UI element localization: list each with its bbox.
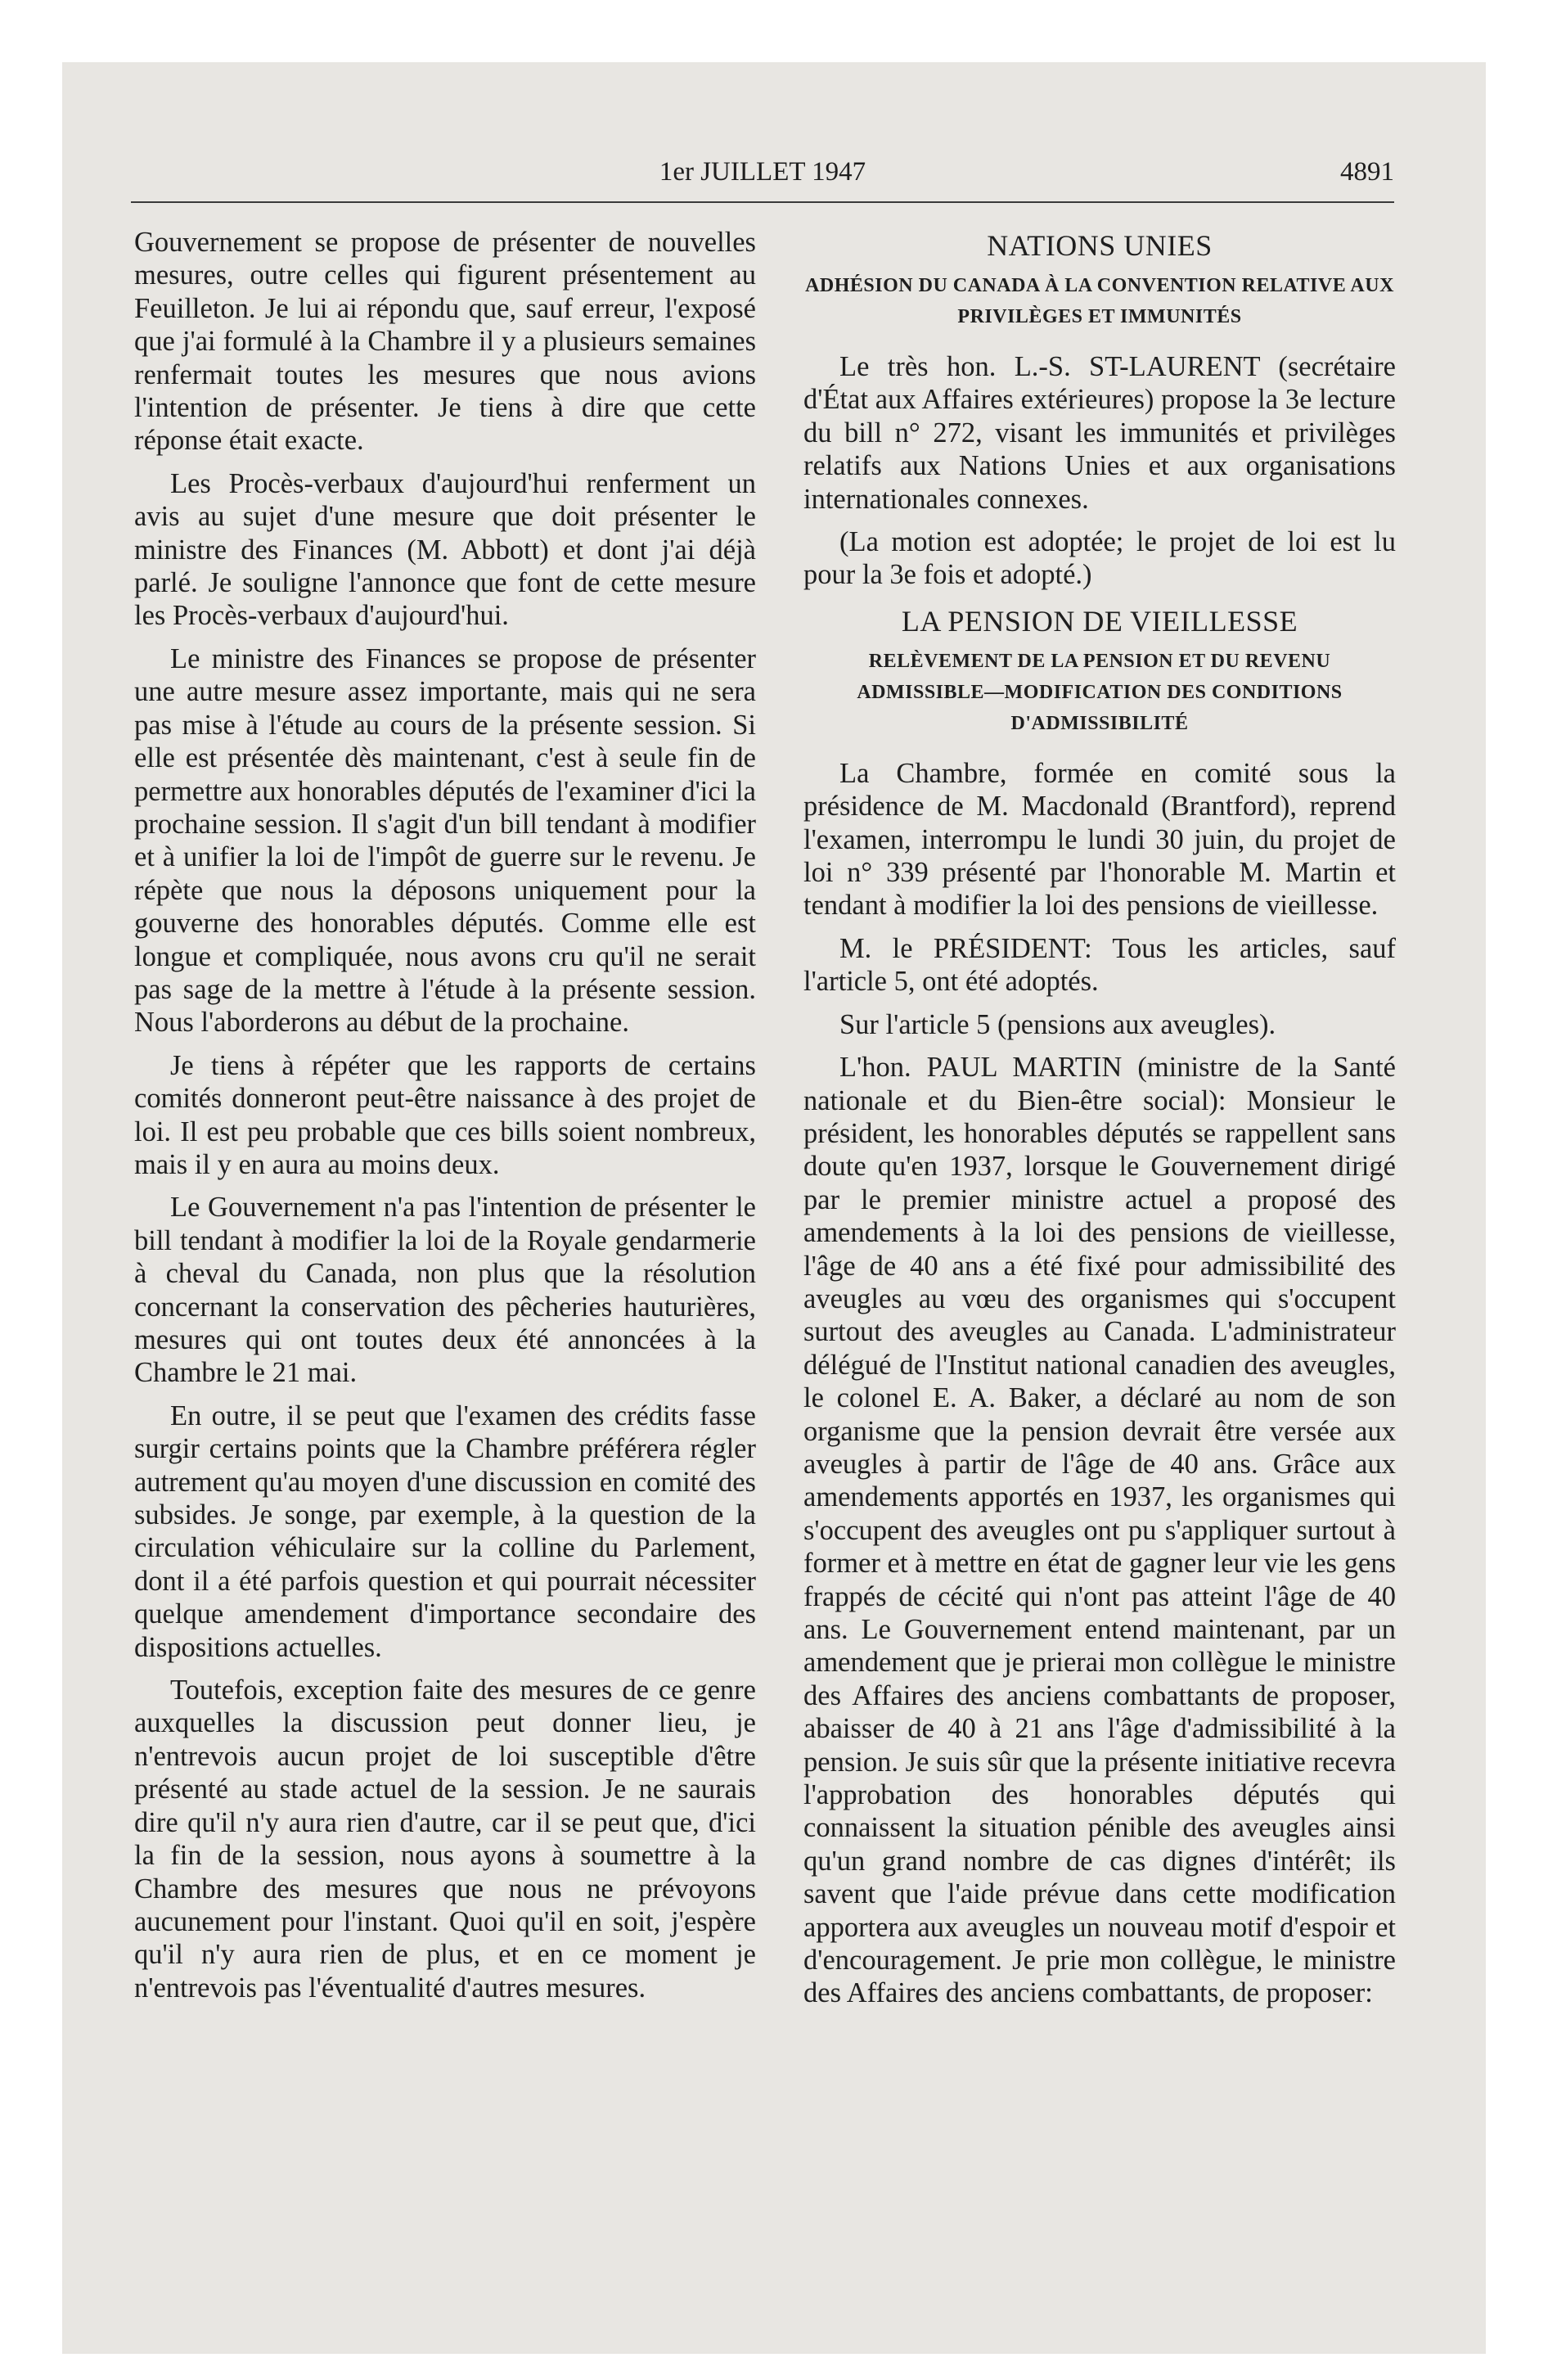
paragraph: Je tiens à répéter que les rapports de certains comités donneront peut-être naissance à des projet de loi. Il est peu probable que ces bills soient nombreux, mais il y en aura au moins deux. xyxy=(134,1049,756,1180)
section-title-pension: LA PENSION DE VIEILLESSE xyxy=(901,604,1298,638)
paragraph: En outre, il se peut que l'examen des crédits fasse surgir certains points que la Chambre préférera régler autrement qu'au moyen d'une discussion en comité des subsides. Je songe, par exemple, à la question de la circulation véhiculaire sur la colline du Parlement, dont il a été parfois question et qui pourrait nécessiter quelque amendement d'importance secondaire des dispositions actuelles. xyxy=(134,1400,756,1663)
paragraph: Toutefois, exception faite des mesures de ce genre auxquelles la discussion peut donner lieu, je n'entrevois aucun projet de loi susceptible d'être présenté au stade actuel de la session. Je ne saurais dire qu'il n'y aura rien d'autre, car il se peut que, d'ici la fin de la session, nous ayons à soumettre à la Chambre des mesures que nous ne prévoyons aucunement pour l'instant. Quoi qu'il en soit, j'espère qu'il n'y aura rien de plus, et en ce moment je n'entrevois pas l'éventualité d'autres mesures. xyxy=(134,1675,756,2004)
section-subtitle-relevement: RELÈVEMENT DE LA PENSION ET DU REVENU ADMISSIBLE—MODIFICATION DES CONDITIONS D'ADMISSIBILITÉ xyxy=(857,650,1343,734)
section-title-nations-unies: NATIONS UNIES xyxy=(987,229,1213,262)
paragraph: (La motion est adoptée; le projet de loi est lu pour la 3e fois et adopté.) xyxy=(803,526,1396,591)
paragraph: M. le PRÉSIDENT: Tous les articles, sauf l'article 5, ont été adoptés. xyxy=(803,932,1396,998)
paragraph: L'hon. PAUL MARTIN (ministre de la Santé nationale et du Bien-être social): Monsieur le président, les honorables députés se rappellent sans doute qu'en 1937, lorsque le Gouvernement dirigé par le premier ministre actuel a proposé des amendements à la loi des pensions de vieillesse, l'âge de 40 ans a été fixé pour admissibilité des aveugles au vœu des organismes qui s'occupent surtout des aveugles au Canada. L'administrateur délégué de l'Institut national canadien des aveugles, le colonel E. A. Baker, a déclaré au nom de son organisme que la pension devrait être versée aux aveugles à partir de l'âge de 40 ans. Grâce aux amendements apportés en 1937, les organismes qui s'occupent des aveugles ont pu s'appliquer surtout à former et à mettre en état de gagner leur vie les gens frappés de cécité qui n'ont pas atteint l'âge de 40 ans. Le Gouvernement entend maintenant, par un amendement que je prierai mon collègue le ministre des Affaires des anciens combattants de proposer, abaisser de 40 à 21 ans l'âge d'admissibilité à la pension. Je suis sûr que la présente initiative recevra l'approbation des honorables députés qui connaissent la situation pénible des aveugles ainsi qu'un grand nombre de cas dignes d'intérêt; ils savent que l'aide prévue dans cette modification apportera aux aveugles un nouveau motif d'espoir et d'encouragement. Je prie mon collègue, le ministre des Affaires des anciens combattants, de proposer: xyxy=(803,1052,1396,2009)
page-number: 4891 xyxy=(1340,157,1394,187)
left-column xyxy=(134,226,756,2014)
paragraph: Le très hon. L.-S. ST-LAURENT (secrétaire d'État aux Affaires extérieures) propose la 3e lecture du bill n° 272, visant les immunités et privilèges relatifs aux Nations Unies et aux organisations internationales connexes. xyxy=(803,351,1396,515)
paragraph: Le Gouvernement n'a pas l'intention de présenter le bill tendant à modifier la loi de la Royale gendarmerie à cheval du Canada, non plus que la résolution concernant la conservation des pêcheries hauturières, mesures qui ont toutes deux été annoncées à la Chambre le 21 mai. xyxy=(134,1192,756,1389)
header-date: 1er JUILLET 1947 xyxy=(659,157,866,187)
section-subtitle-adhesion: ADHÉSION DU CANADA À LA CONVENTION RELATIVE AUX PRIVILÈGES ET IMMUNITÉS xyxy=(805,275,1394,327)
paragraph: Le ministre des Finances se propose de présenter une autre mesure assez importante, mais qui ne sera pas mise à l'étude au cours de la présente session. Si elle est présentée dès maintenant, c'est à seule fin de permettre aux honorables députés de l'examiner d'ici la prochaine session. Il s'agit d'un bill tendant à modifier et à unifier la loi de l'impôt de guerre sur le revenu. Je répète que nous la déposons uniquement pour la gouverne des honorables députés. Comme elle est longue et compliquée, nous avons cru qu'il ne serait pas sage de la mettre à l'étude à la présente session. Nous l'aborderons au début de la prochaine. xyxy=(134,642,756,1039)
page-header xyxy=(131,157,1394,198)
paragraph: Gouvernement se propose de présenter de nouvelles mesures, outre celles qui figurent présentement au Feuilleton. Je lui ai répondu que, sauf erreur, l'exposé que j'ai formulé à la Chambre il y a plusieurs semaines renfermait toutes les mesures que nous avions l'intention de présenter. Je tiens à dire que cette réponse était exacte. xyxy=(134,227,756,457)
right-column xyxy=(803,226,1396,2020)
paragraph: Sur l'article 5 (pensions aux aveugles). xyxy=(839,1008,1276,1040)
paragraph: Les Procès-verbaux d'aujourd'hui renferment un avis au sujet d'une mesure que doit présenter le ministre des Finances (M. Abbott) et dont j'ai déjà parlé. Je souligne l'annonce que font de cette mesure les Procès-verbaux d'aujourd'hui. xyxy=(134,467,756,632)
header-rule xyxy=(131,201,1394,203)
paragraph: La Chambre, formée en comité sous la présidence de M. Macdonald (Brantford), reprend l'examen, interrompu le lundi 30 juin, du projet de loi n° 339 présenté par l'honorable M. Martin et tendant à modifier la loi des pensions de vieillesse. xyxy=(803,757,1396,922)
